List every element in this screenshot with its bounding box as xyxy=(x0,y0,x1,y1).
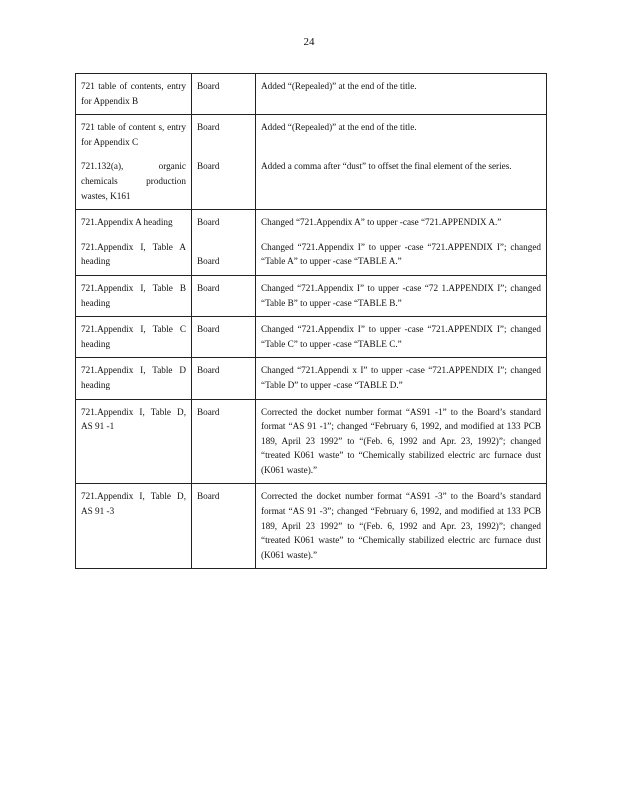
change-text: Changed “721.Appendi x I” to upper -case “721.APPENDIX I”; changed “Table D” to upper -case “TABLE D.” xyxy=(261,365,541,390)
source-text: Board xyxy=(197,365,220,376)
change-text: Changed “721.Appendix I” to upper -case “721.APPENDIX I”; changed “Table A” to upper -case “TABLE A.” xyxy=(261,241,541,267)
section-text: 721.Appendix I, Table C heading xyxy=(81,324,186,349)
change-cell xyxy=(256,399,547,484)
source-text: Board xyxy=(197,217,220,228)
change-text: Changed “721.Appendix I” to upper -case “72 1.APPENDIX I”; changed “Table B” to upper -case “TABLE B.” xyxy=(261,282,541,308)
change-text: Changed “721.Appendix I” to upper -case “721.APPENDIX I”; changed “Table C” to upper -case “TABLE C.” xyxy=(261,324,541,349)
table-row xyxy=(76,317,547,358)
change-cell xyxy=(256,74,547,115)
change-text: Corrected the docket number format “AS91 -3” to the Board’s standard format “AS 91 -3”; changed “February 6, 1992, and modified at 133 PCB 189, April 23 1992” to “(Feb. 6, 1992 and Apr. 23, 1992)”; changed “treated K061 waste” to “Chemically stabilized electric arc furnace dust (K061 waste).” xyxy=(261,491,541,560)
change-text: Changed “721.Appendix A” to upper -case “721.APPENDIX A.” xyxy=(261,217,502,228)
change-cell xyxy=(256,484,547,569)
source-text: Board xyxy=(197,491,220,502)
change-text: Added a comma after “dust” to offset the final element of the series. xyxy=(261,161,512,172)
section-cell xyxy=(76,484,192,569)
section-cell xyxy=(76,74,192,115)
source-cell xyxy=(192,115,256,210)
change-cell xyxy=(256,317,547,358)
section-cell xyxy=(76,115,192,210)
section-text: 721.Appendix I, Table D, AS 91 -1 xyxy=(81,406,186,432)
source-text: Board xyxy=(197,282,220,293)
section-text: 721.Appendix A heading xyxy=(81,217,173,228)
section-text: 721.Appendix I, Table D, AS 91 -3 xyxy=(81,491,186,517)
source-cell xyxy=(192,399,256,484)
source-text: Board xyxy=(197,81,220,91)
source-text: Board xyxy=(197,122,220,133)
change-text: Added “(Repealed)” at the end of the title. xyxy=(261,81,417,91)
table-row xyxy=(76,484,547,569)
source-text: Board xyxy=(197,256,220,267)
section-text: 721 table of contents, entry for Appendix B xyxy=(81,81,186,106)
change-text: Corrected the docket number format “AS91 -1” to the Board’s standard format “AS 91 -1”; changed “February 6, 1992, and modified at 133 PCB 189, April 23 1992” to “(Feb. 6, 1992 and Apr. 23, 1992)”; changed “treated K061 waste” to “Chemically stabilized electric arc furnace dust (K061 waste).” xyxy=(261,406,541,475)
change-cell xyxy=(256,275,547,316)
change-cell xyxy=(256,115,547,210)
page-number: 24 xyxy=(303,36,315,48)
source-text: Board xyxy=(197,161,220,172)
change-cell xyxy=(256,210,547,276)
section-cell xyxy=(76,210,192,276)
section-text: 721.Appendix I, Table A heading xyxy=(81,241,186,267)
change-text: Added “(Repealed)” at the end of the title. xyxy=(261,122,417,133)
amendments-table xyxy=(75,73,547,569)
table-row xyxy=(76,74,547,115)
source-text: Board xyxy=(197,406,220,417)
source-cell xyxy=(192,74,256,115)
table-row xyxy=(76,210,547,276)
section-cell xyxy=(76,275,192,316)
source-cell xyxy=(192,275,256,316)
section-text: 721 table of content s, entry for Appendix C xyxy=(81,122,186,147)
source-cell xyxy=(192,358,256,399)
source-cell xyxy=(192,484,256,569)
table-row xyxy=(76,275,547,316)
source-cell xyxy=(192,317,256,358)
table-row xyxy=(76,358,547,399)
source-text: Board xyxy=(197,324,220,335)
section-cell xyxy=(76,358,192,399)
section-text: 721.Appendix I, Table D heading xyxy=(81,365,186,390)
change-cell xyxy=(256,358,547,399)
section-text: 721.132(a), organic chemicals production wastes, K161 xyxy=(81,161,186,201)
section-cell xyxy=(76,399,192,484)
table-row xyxy=(76,399,547,484)
table-row xyxy=(76,115,547,210)
section-text: 721.Appendix I, Table B heading xyxy=(81,282,186,308)
source-cell xyxy=(192,210,256,276)
section-cell xyxy=(76,317,192,358)
